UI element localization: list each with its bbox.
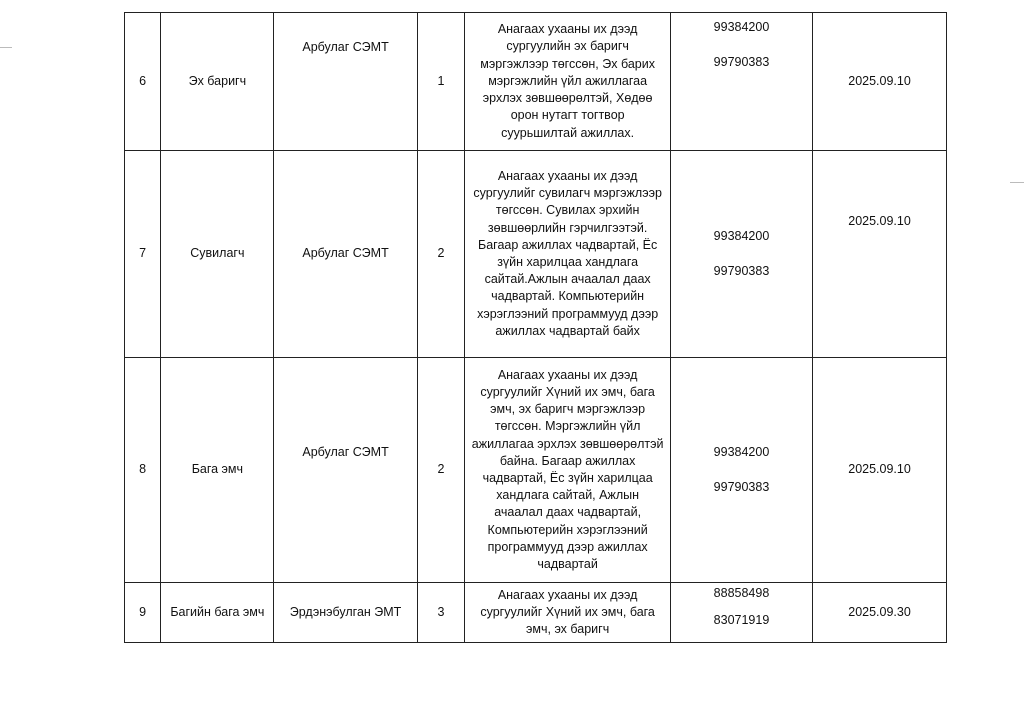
- vacancy-count: 2: [417, 151, 465, 358]
- position-name: Сувилагч: [161, 151, 274, 358]
- table-row: [125, 583, 947, 643]
- job-vacancy-table: [124, 12, 947, 643]
- row-number: 9: [125, 583, 161, 643]
- organization-name: Арбулаг СЭМТ: [274, 151, 417, 358]
- contact-phones: [670, 13, 812, 151]
- phone-number: 83071919: [713, 613, 770, 628]
- requirements-text: Анагаах ухааны их дээд сургуулийн эх баригч мэргэжлээр төгссөн, Эх барих мэргэжлийн үйл ажиллагаа эрхлэх зөвшөөрөлтэй, Хөдөө орон нутагт тогтвор суурьшилтай ажиллах.: [465, 13, 671, 151]
- table-row: [125, 358, 947, 583]
- scan-edge-mark: [0, 47, 12, 48]
- phone-number: 99790383: [713, 480, 770, 494]
- deadline-date: 2025.09.10: [813, 13, 947, 151]
- position-name: Эх баригч: [161, 13, 274, 151]
- phone-number: 99790383: [713, 55, 770, 70]
- vacancy-count: 3: [417, 583, 465, 643]
- row-number: 8: [125, 358, 161, 583]
- scan-edge-mark: [1010, 182, 1024, 183]
- vacancy-count: 2: [417, 358, 465, 583]
- phone-number: 88858498: [713, 586, 770, 600]
- phone-number: 99384200: [713, 228, 770, 243]
- row-number: 6: [125, 13, 161, 151]
- organization-name: Эрдэнэбулган ЭМТ: [274, 583, 417, 643]
- phone-number: 99384200: [713, 20, 770, 34]
- table-row: [125, 151, 947, 358]
- position-name: Багийн бага эмч: [161, 583, 274, 643]
- contact-phones: [670, 151, 812, 358]
- row-number: 7: [125, 151, 161, 358]
- deadline-date: 2025.09.10: [813, 358, 947, 583]
- deadline-date: 2025.09.10: [813, 151, 947, 358]
- organization-name: Арбулаг СЭМТ: [274, 358, 417, 583]
- contact-phones: [670, 358, 812, 583]
- phone-number: 99384200: [713, 444, 770, 459]
- table-row: [125, 13, 947, 151]
- requirements-text: Анагаах ухааны их дээд сургуулийг Хүний их эмч, бага эмч, эх баригч: [465, 583, 671, 643]
- vacancy-count: 1: [417, 13, 465, 151]
- contact-phones: [670, 583, 812, 643]
- requirements-text: Анагаах ухааны их дээд сургуулийг Хүний их эмч, бага эмч, эх баригч мэргэжлээр төгссөн. Мэргэжлийн үйл ажиллагаа эрхлэх зөвшөөрөлтэй байна. Багаар ажиллах чадвартай, Ёс зүйн харилцаа хандлага сайтай, Ажлын ачаалал даах чадвартай, Компьютерийн хэрэглээний программууд дээр ажиллах чадвартай: [465, 358, 671, 583]
- requirements-text: Анагаах ухааны их дээд сургуулийг сувилагч мэргэжлээр төгссөн. Сувилах эрхийн зөвшөөрлийн гэрчилгээтэй. Багаар ажиллах чадвартай, Ёс зүйн харилцаа хандлага сайтай.Ажлын ачаалал даах чадвартай. Компьютерийн хэрэглээний программууд дээр ажиллах чадвартай байх: [465, 151, 671, 358]
- phone-number: 99790383: [713, 264, 770, 278]
- organization-name: Арбулаг СЭМТ: [274, 13, 417, 151]
- deadline-date: 2025.09.30: [813, 583, 947, 643]
- position-name: Бага эмч: [161, 358, 274, 583]
